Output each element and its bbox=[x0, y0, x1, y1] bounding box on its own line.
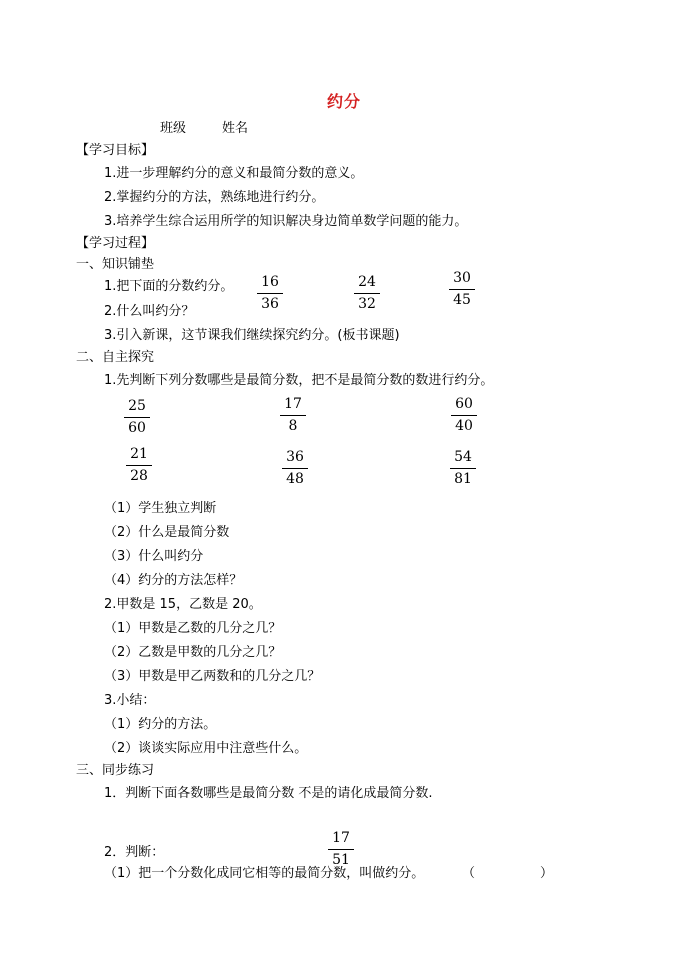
numerator: 25 bbox=[128, 398, 146, 414]
denominator: 60 bbox=[128, 420, 146, 436]
part1-question-3: 3.引入新课，这节课我们继续探究约分。(板书课题) bbox=[104, 328, 400, 343]
denominator: 28 bbox=[130, 468, 148, 484]
part3-heading: 三、同步练习 bbox=[76, 763, 155, 778]
fraction-bar bbox=[126, 465, 152, 466]
denominator: 51 bbox=[332, 852, 350, 868]
denominator: 48 bbox=[286, 471, 304, 487]
fraction bbox=[257, 274, 283, 312]
fraction-bar bbox=[451, 415, 477, 416]
fraction bbox=[451, 396, 477, 434]
goal-item: 2.掌握约分的方法，熟练地进行约分。 bbox=[104, 190, 325, 205]
part1-heading: 一、知识铺垫 bbox=[76, 257, 155, 272]
part2-sub-item: （2）什么是最简分数 bbox=[104, 525, 230, 540]
section-goals-heading: 【学习目标】 bbox=[76, 143, 155, 158]
numerator: 16 bbox=[261, 274, 279, 290]
fraction-bar bbox=[328, 849, 354, 850]
fraction-bar bbox=[354, 293, 380, 294]
fraction-bar bbox=[450, 468, 476, 469]
fraction bbox=[280, 396, 306, 434]
fraction bbox=[328, 830, 354, 868]
numerator: 17 bbox=[332, 830, 350, 846]
part2-question-1: 1.先判断下列分数哪些是最简分数，把不是最简分数的数进行约分。 bbox=[104, 373, 494, 388]
goal-item: 1.进一步理解约分的意义和最简分数的意义。 bbox=[104, 166, 364, 181]
part2-sub-item: （3）甲数是甲乙两数和的几分之几？ bbox=[104, 669, 321, 684]
answer-blank[interactable]: （ ） bbox=[462, 866, 554, 881]
fraction-bar bbox=[280, 415, 306, 416]
fraction-bar bbox=[124, 417, 150, 418]
part2-sub-item: （1）约分的方法。 bbox=[104, 717, 217, 732]
numerator: 36 bbox=[286, 449, 304, 465]
part2-question-3: 3.小结： bbox=[104, 693, 156, 708]
fraction-bar bbox=[257, 293, 283, 294]
part2-sub-item: （2）谈谈实际应用中注意些什么。 bbox=[104, 741, 308, 756]
numerator: 17 bbox=[284, 396, 302, 412]
fraction bbox=[450, 449, 476, 487]
class-label: 班级 bbox=[160, 121, 187, 136]
numerator: 24 bbox=[358, 274, 376, 290]
fraction bbox=[126, 446, 152, 484]
numerator: 60 bbox=[455, 396, 473, 412]
part2-sub-item: （3）什么叫约分 bbox=[104, 549, 204, 564]
denominator: 36 bbox=[261, 296, 279, 312]
part2-heading: 二、自主探究 bbox=[76, 350, 155, 365]
denominator: 81 bbox=[454, 471, 472, 487]
section-process-heading: 【学习过程】 bbox=[76, 236, 155, 251]
denominator: 45 bbox=[453, 292, 471, 308]
fraction-bar bbox=[282, 468, 308, 469]
fraction bbox=[354, 274, 380, 312]
part1-question-2: 2.什么叫约分？ bbox=[104, 304, 195, 319]
goal-item: 3.培养学生综合运用所学的知识解决身边简单数学问题的能力。 bbox=[104, 214, 468, 229]
denominator: 40 bbox=[455, 418, 473, 434]
part2-question-2: 2.甲数是 15，乙数是 20。 bbox=[104, 597, 262, 612]
numerator: 30 bbox=[453, 270, 471, 286]
part2-sub-item: （1）甲数是乙数的几分之几？ bbox=[104, 621, 282, 636]
name-label: 姓名 bbox=[222, 121, 249, 136]
part2-sub-item: （1）学生独立判断 bbox=[104, 501, 217, 516]
fraction bbox=[449, 270, 475, 308]
part1-question-1: 1.把下面的分数约分。 bbox=[104, 279, 234, 294]
judge-statement-1: （1）把一个分数化成同它相等的最简分数，叫做约分。 bbox=[104, 866, 425, 881]
part2-sub-item: （4）约分的方法怎样？ bbox=[104, 573, 243, 588]
part2-sub-item: （2）乙数是甲数的几分之几？ bbox=[104, 645, 282, 660]
denominator: 32 bbox=[358, 296, 376, 312]
part3-question-2: 2．判断： bbox=[104, 845, 165, 860]
numerator: 54 bbox=[454, 449, 472, 465]
page-title: 约分 bbox=[326, 92, 361, 111]
fraction bbox=[124, 398, 150, 436]
part3-question-1: 1．判断下面各数哪些是最简分数 不是的请化成最简分数. bbox=[104, 786, 433, 801]
numerator: 21 bbox=[130, 446, 148, 462]
fraction bbox=[282, 449, 308, 487]
fraction-bar bbox=[449, 289, 475, 290]
denominator: 8 bbox=[288, 418, 298, 434]
